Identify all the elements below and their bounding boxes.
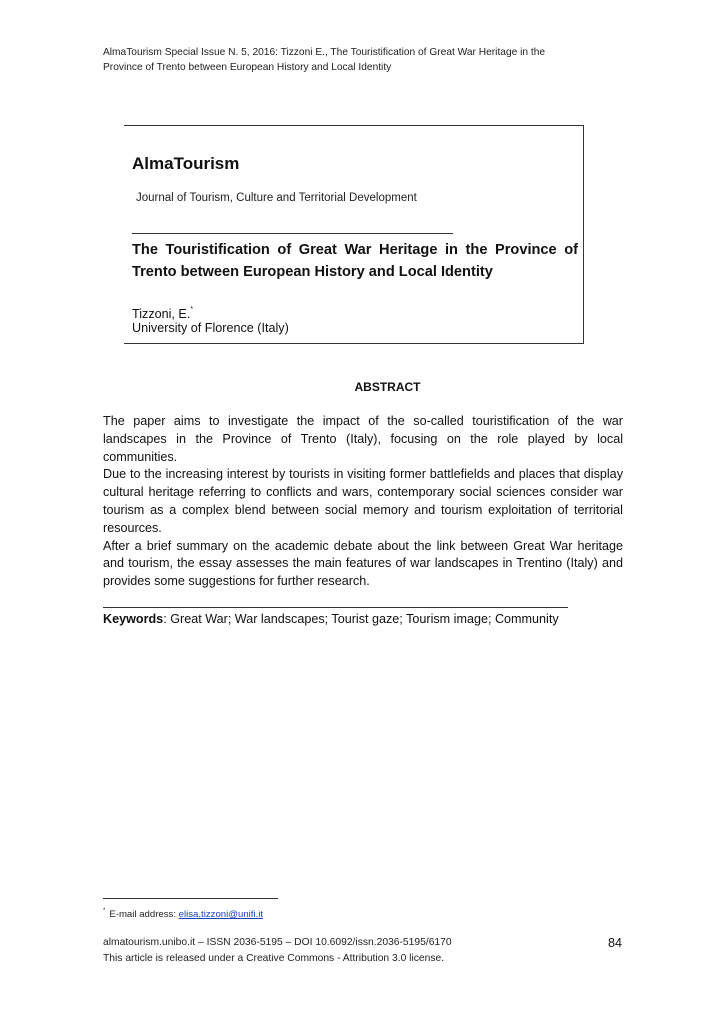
title-box bbox=[124, 125, 584, 344]
keywords bbox=[103, 610, 559, 628]
keywords-label: Keywords bbox=[103, 612, 164, 626]
footnote bbox=[103, 904, 263, 922]
affiliation: University of Florence (Italy) bbox=[132, 321, 289, 335]
abstract-heading: ABSTRACT bbox=[354, 380, 421, 394]
author-footnote-mark[interactable]: * bbox=[190, 306, 194, 313]
running-header-line-2: Province of Trento between European History and Local Identity bbox=[103, 62, 392, 73]
article-title: The Touristification of Great War Heritage in the Province of Trento between European History and Local Identity bbox=[132, 242, 578, 280]
abstract-paragraph-2: Due to the increasing interest by tourists in visiting former battlefields and places that display cultural heritage referring to conflicts and wars, contemporary social sciences consider war tourism as a complex blend between social memory and tourism exploitation of territorial resources. bbox=[103, 467, 623, 535]
footnote-mark: * bbox=[103, 908, 106, 914]
email-link[interactable]: elisa.tizzoni@unifi.it bbox=[178, 909, 264, 920]
footer-line-2: This article is released under a Creative Commons - Attribution 3.0 license. bbox=[103, 953, 445, 964]
abstract-body bbox=[103, 413, 623, 591]
abstract-paragraph-1: The paper aims to investigate the impact of the so-called touristification of the war landscapes in the Province of Trento (Italy), focusing on the role played by local communities. bbox=[103, 414, 623, 464]
running-header-line-1: AlmaTourism Special Issue N. 5, 2016: Tizzoni E., The Touristification of Great War Heritage in the bbox=[103, 47, 546, 58]
footer-line-1: almatourism.unibo.it – ISSN 2036-5195 – DOI 10.6092/issn.2036-5195/6170 bbox=[103, 937, 452, 948]
journal-name: AlmaTourism bbox=[132, 154, 240, 173]
footnote-label: E-mail address: bbox=[109, 909, 179, 920]
keywords-text: : Great War; War landscapes; Tourist gaze; Tourism image; Community bbox=[163, 612, 559, 626]
author-name: Tizzoni, E. bbox=[132, 307, 191, 321]
title-divider bbox=[132, 233, 453, 234]
footnote-divider bbox=[103, 898, 278, 899]
page-number: 84 bbox=[608, 936, 623, 950]
abstract-paragraph-3: After a brief summary on the academic debate about the link between Great War heritage and tourism, the essay assesses the main features of war landscapes in Trentino (Italy) and provides some suggestions for further research. bbox=[103, 538, 623, 589]
keywords-divider bbox=[103, 607, 568, 608]
running-header bbox=[103, 45, 663, 75]
journal-subtitle: Journal of Tourism, Culture and Territorial Development bbox=[136, 192, 417, 204]
footer bbox=[103, 935, 452, 967]
